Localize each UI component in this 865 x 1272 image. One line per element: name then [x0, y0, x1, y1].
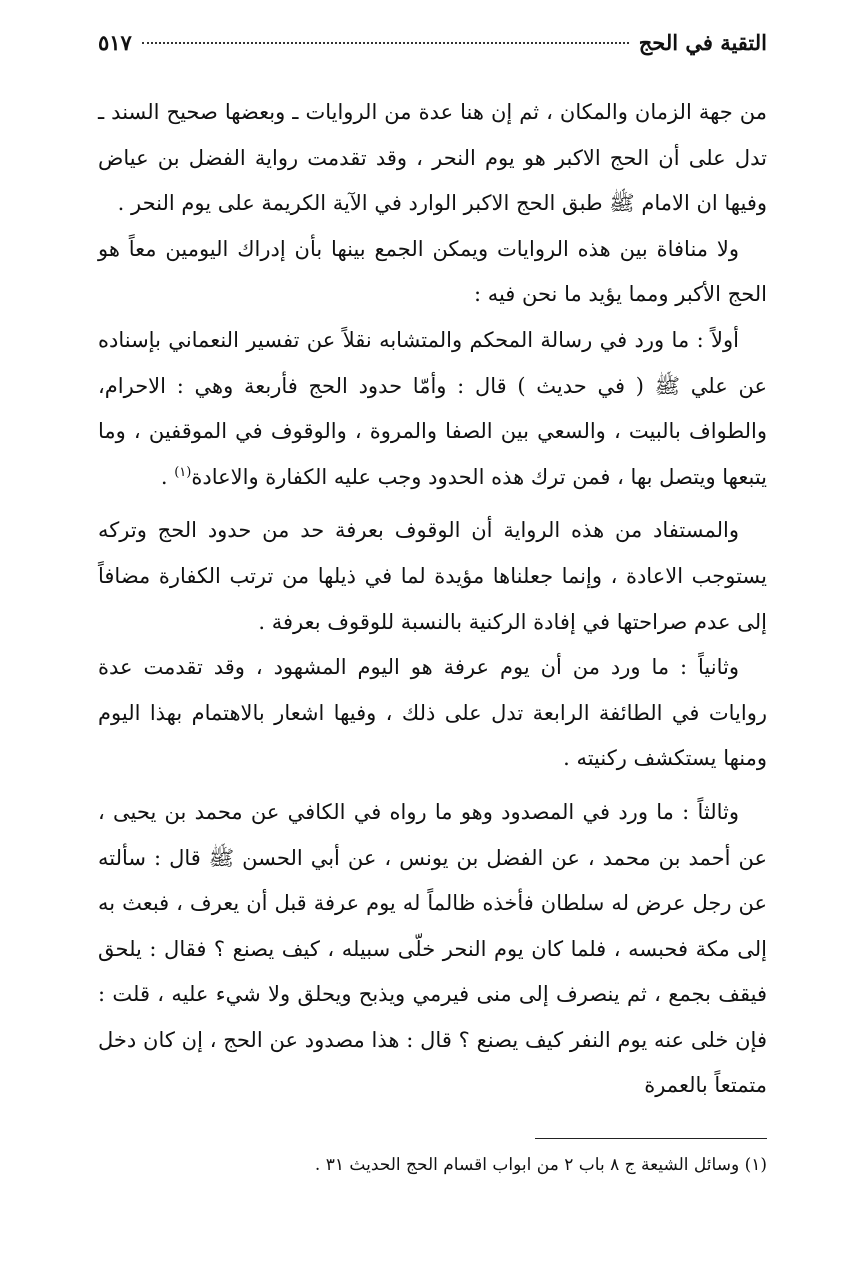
footnote-reference: (١) — [174, 464, 192, 480]
paragraph-3-text: أولاً : ما ورد في رسالة المحكم والمتشابه نقلاً عن تفسير النعماني بإسناده عن علي ﷺ ( في حديث ) قال : وأمّا حدود الحج فأربعة وهي : الاحرام، والطواف بالبيت ، والسعي بين الصفا والمروة ، والوقوف في الموقفين ، وما يتبعها ويتصل بها ، فمن ترك هذه الحدود وجب عليه الكفارة والاعادة — [98, 327, 767, 489]
paragraph-4: والمستفاد من هذه الرواية أن الوقوف بعرفة حد من حدود الحج وتركه يستوجب الاعادة ، وإنما جعلناها مؤيدة لما في ذيلها من ترتب الكفارة مضافاً إلى عدم صراحتها في إفادة الركنية بالنسبة للوقوف بعرفة . — [98, 518, 767, 634]
paragraph-3 — [98, 318, 767, 500]
page-number: ٥١٧ — [98, 30, 132, 55]
header-leader-dots — [142, 42, 629, 44]
paragraph-5: وثانياً : ما ورد من أن يوم عرفة هو اليوم المشهود ، وقد تقدمت عدة روايات في الطائفة الرابعة تدل على ذلك ، وفيها اشعار بالاهتمام بهذا اليوم ومنها يستكشف ركنيته . — [98, 655, 767, 771]
paragraph-1: من جهة الزمان والمكان ، ثم إن هنا عدة من الروايات ـ وبعضها صحيح السند ـ تدل على أن الحج الاكبر هو يوم النحر ، وقد تقدمت رواية الفضل بن عياض وفيها ان الامام ﷺ طبق الحج الاكبر الوارد في الآية الكريمة على يوم النحر . — [98, 100, 767, 216]
running-header — [98, 30, 767, 55]
running-title: التقية في الحج — [638, 30, 767, 55]
paragraph-6: وثالثاً : ما ورد في المصدود وهو ما رواه في الكافي عن محمد بن يحيى ، عن أحمد بن محمد ، عن الفضل بن يونس ، عن أبي الحسن ﷺ قال : سألته عن رجل عرض له سلطان فأخذه ظالماً له يوم عرفة قبل أن يعرف ، فبعث به إلى مكة فحبسه ، فلما كان يوم النحر خلّى سبيله ، كيف يصنع ؟ فقال : يلحق فيقف بجمع ، ثم ينصرف إلى منى فيرمي ويذبح ويحلق ولا شيء عليه ، قلت : فإن خلى عنه يوم النفر كيف يصنع ؟ قال : هذا مصدود عن الحج ، إن كان دخل متمتعاً بالعمرة — [98, 799, 767, 1098]
paragraph-2: ولا منافاة بين هذه الروايات ويمكن الجمع بينها بأن إدراك اليومين معاً هو الحج الأكبر ومما يؤيد ما نحن فيه : — [98, 236, 767, 307]
body-text — [98, 90, 767, 1109]
footnote-divider — [535, 1138, 767, 1139]
paragraph-3-end: . — [160, 464, 175, 489]
footnote: (١) وسائل الشيعة ج ٨ باب ٢ من ابواب اقسام الحج الحديث ٣١ . — [314, 1155, 767, 1175]
